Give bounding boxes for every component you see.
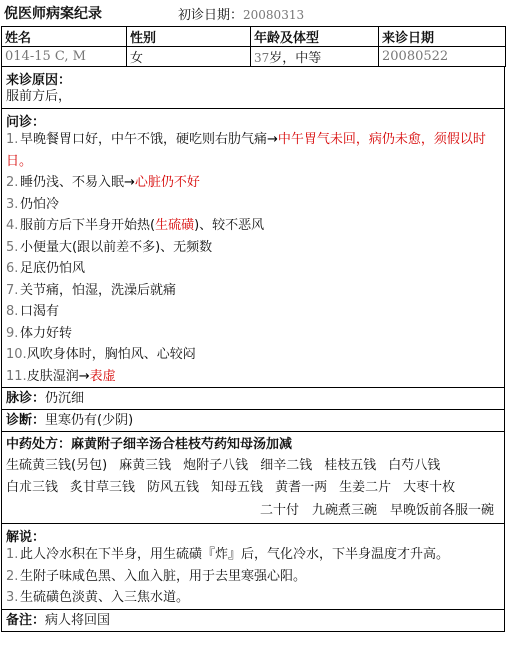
note-row: 备注：病人将回国 bbox=[6, 612, 111, 628]
inquiry-item bbox=[6, 258, 500, 280]
item-text: 足底仍怕风 bbox=[20, 261, 86, 276]
item-text: 睡仍浅、不易入眠 bbox=[20, 175, 125, 190]
patient-gender: 女 bbox=[127, 47, 251, 67]
item-text: 生硫磺色淡黄、入三焦水道。 bbox=[20, 590, 190, 605]
item-text: 早晚餐胃口好，中午不饿，硬吃则右肋气痛 bbox=[20, 132, 268, 147]
item-number: 2. bbox=[6, 568, 19, 584]
arrow-icon: → bbox=[124, 175, 135, 190]
herb-item: 炙甘草三钱 bbox=[70, 480, 136, 495]
prescription-instruction: 二十付 九碗煮三碗 早晚饭前各服一碗 bbox=[259, 503, 494, 518]
header-gender: 性别 bbox=[127, 27, 251, 47]
item-annotation: 表虚 bbox=[89, 368, 116, 384]
inquiry-item bbox=[6, 301, 500, 323]
herb-item: 白芍八钱 bbox=[388, 458, 441, 473]
patient-info-row bbox=[2, 47, 506, 67]
visit-date: 20080522 bbox=[379, 47, 506, 67]
inquiry-list bbox=[2, 129, 504, 387]
item-number: 6. bbox=[6, 261, 19, 276]
herb-item: 大枣十枚 bbox=[403, 480, 456, 495]
header-visit-date: 来诊日期 bbox=[379, 27, 506, 47]
inquiry-item bbox=[6, 237, 500, 259]
prescription-title: 麻黄附子细辛汤合桂枝芍药知母汤加减 bbox=[71, 437, 293, 452]
item-text: 体力好转 bbox=[20, 325, 73, 341]
inquiry-label: 问诊： bbox=[6, 115, 46, 130]
note-text: 病人将回国 bbox=[45, 612, 111, 628]
item-text: 皮肤湿润 bbox=[26, 368, 79, 384]
item-number: 1. bbox=[6, 132, 19, 147]
herb-item: 防风五钱 bbox=[147, 480, 200, 495]
item-text: 生附子味咸色黑、入血入脏，用于去里寒强心阳。 bbox=[20, 568, 307, 584]
patient-info-header-row bbox=[2, 27, 506, 47]
herb-item: 细辛二钱 bbox=[260, 458, 313, 473]
item-text: 小便量大(跟以前差不多)、无频数 bbox=[20, 239, 213, 255]
diagnosis-text: 里寒仍有(少阴) bbox=[45, 413, 134, 428]
herb-item: 麻黄三钱 bbox=[119, 458, 172, 473]
herb-list bbox=[2, 455, 504, 499]
pulse-text: 仍沉细 bbox=[45, 391, 85, 406]
prescription-section bbox=[1, 432, 505, 524]
explanation-list bbox=[2, 544, 504, 609]
item-number: 9. bbox=[6, 325, 19, 341]
explanation-item bbox=[6, 544, 500, 566]
item-text: 此人冷水积在下半身，用生硫磺『炸』后，气化冷水，下半身温度才升高。 bbox=[20, 547, 450, 562]
item-text: 口渴有 bbox=[20, 304, 60, 319]
item-number: 3. bbox=[6, 590, 19, 605]
item-text: 关节痛，怕湿，洗澡后就痛 bbox=[20, 282, 177, 298]
item-text: 风吹身体时，胸怕风、心较闷 bbox=[26, 347, 196, 362]
inquiry-item bbox=[6, 280, 500, 302]
item-number: 2. bbox=[6, 175, 19, 190]
reason-section bbox=[1, 67, 505, 109]
explanation-section bbox=[1, 524, 505, 610]
inquiry-item bbox=[6, 323, 500, 345]
note-section bbox=[1, 610, 505, 632]
item-annotation: 心脏仍不好 bbox=[134, 175, 200, 190]
herb-item: 知母五钱 bbox=[211, 480, 264, 495]
item-number: 7. bbox=[6, 282, 19, 298]
diagnosis-row: 诊断：里寒仍有(少阴) bbox=[6, 413, 134, 428]
arrow-icon: → bbox=[267, 132, 278, 147]
patient-info-table bbox=[1, 26, 506, 67]
arrow-icon: → bbox=[78, 368, 90, 384]
item-number: 4. bbox=[6, 218, 19, 233]
pulse-section bbox=[1, 388, 505, 410]
item-text: 服前方后下半身开始热( bbox=[20, 218, 156, 233]
item-tail: )、较不恶风 bbox=[194, 218, 265, 233]
inquiry-item bbox=[6, 344, 500, 366]
item-text: 仍怕冷 bbox=[20, 196, 60, 212]
reason-label: 来诊原因： bbox=[6, 73, 72, 88]
reason-text: 服前方后， bbox=[6, 89, 72, 104]
item-number: 3. bbox=[6, 196, 19, 212]
item-annotation: 生硫磺 bbox=[155, 218, 195, 233]
header-age: 年龄及体型 bbox=[251, 27, 379, 47]
item-number: 1. bbox=[6, 547, 19, 562]
item-number: 8. bbox=[6, 304, 19, 319]
item-number: 11. bbox=[6, 368, 27, 384]
explanation-item bbox=[6, 587, 500, 609]
pulse-row: 脉诊：仍沉细 bbox=[6, 391, 85, 406]
item-annotation: 中午胃气未回，病仍未愈，须假以时日。 bbox=[6, 132, 486, 169]
inquiry-item bbox=[6, 194, 500, 216]
diagnosis-section bbox=[1, 410, 505, 432]
inquiry-item bbox=[6, 215, 500, 237]
explanation-item bbox=[6, 566, 500, 588]
inquiry-item bbox=[6, 129, 500, 172]
item-number: 10. bbox=[6, 347, 27, 362]
item-number: 5. bbox=[6, 239, 19, 255]
inquiry-item bbox=[6, 172, 500, 194]
record-header bbox=[0, 0, 506, 26]
patient-name: 014-15 C, M bbox=[2, 47, 127, 67]
inquiry-item bbox=[6, 366, 500, 388]
herb-item: 黄耆一两 bbox=[275, 480, 328, 495]
prescription-title-row: 中药处方：麻黄附子细辛汤合桂枝芍药知母汤加减 bbox=[6, 437, 293, 452]
inquiry-section bbox=[1, 109, 505, 388]
herb-item: 炮附子八钱 bbox=[183, 458, 249, 473]
herb-item: 桂枝五钱 bbox=[324, 458, 377, 473]
header-name: 姓名 bbox=[2, 27, 127, 47]
herb-item: 生硫黄三钱(另包) bbox=[6, 458, 108, 473]
record-title: 倪医师病案纪录 bbox=[4, 6, 102, 22]
first-visit-date: 初诊日期：20080313 bbox=[178, 7, 305, 23]
patient-age: 37岁，中等 bbox=[251, 47, 379, 67]
herb-item: 白朮三钱 bbox=[6, 480, 59, 495]
herb-item: 生姜二片 bbox=[339, 480, 392, 495]
explanation-label: 解说： bbox=[6, 530, 46, 545]
